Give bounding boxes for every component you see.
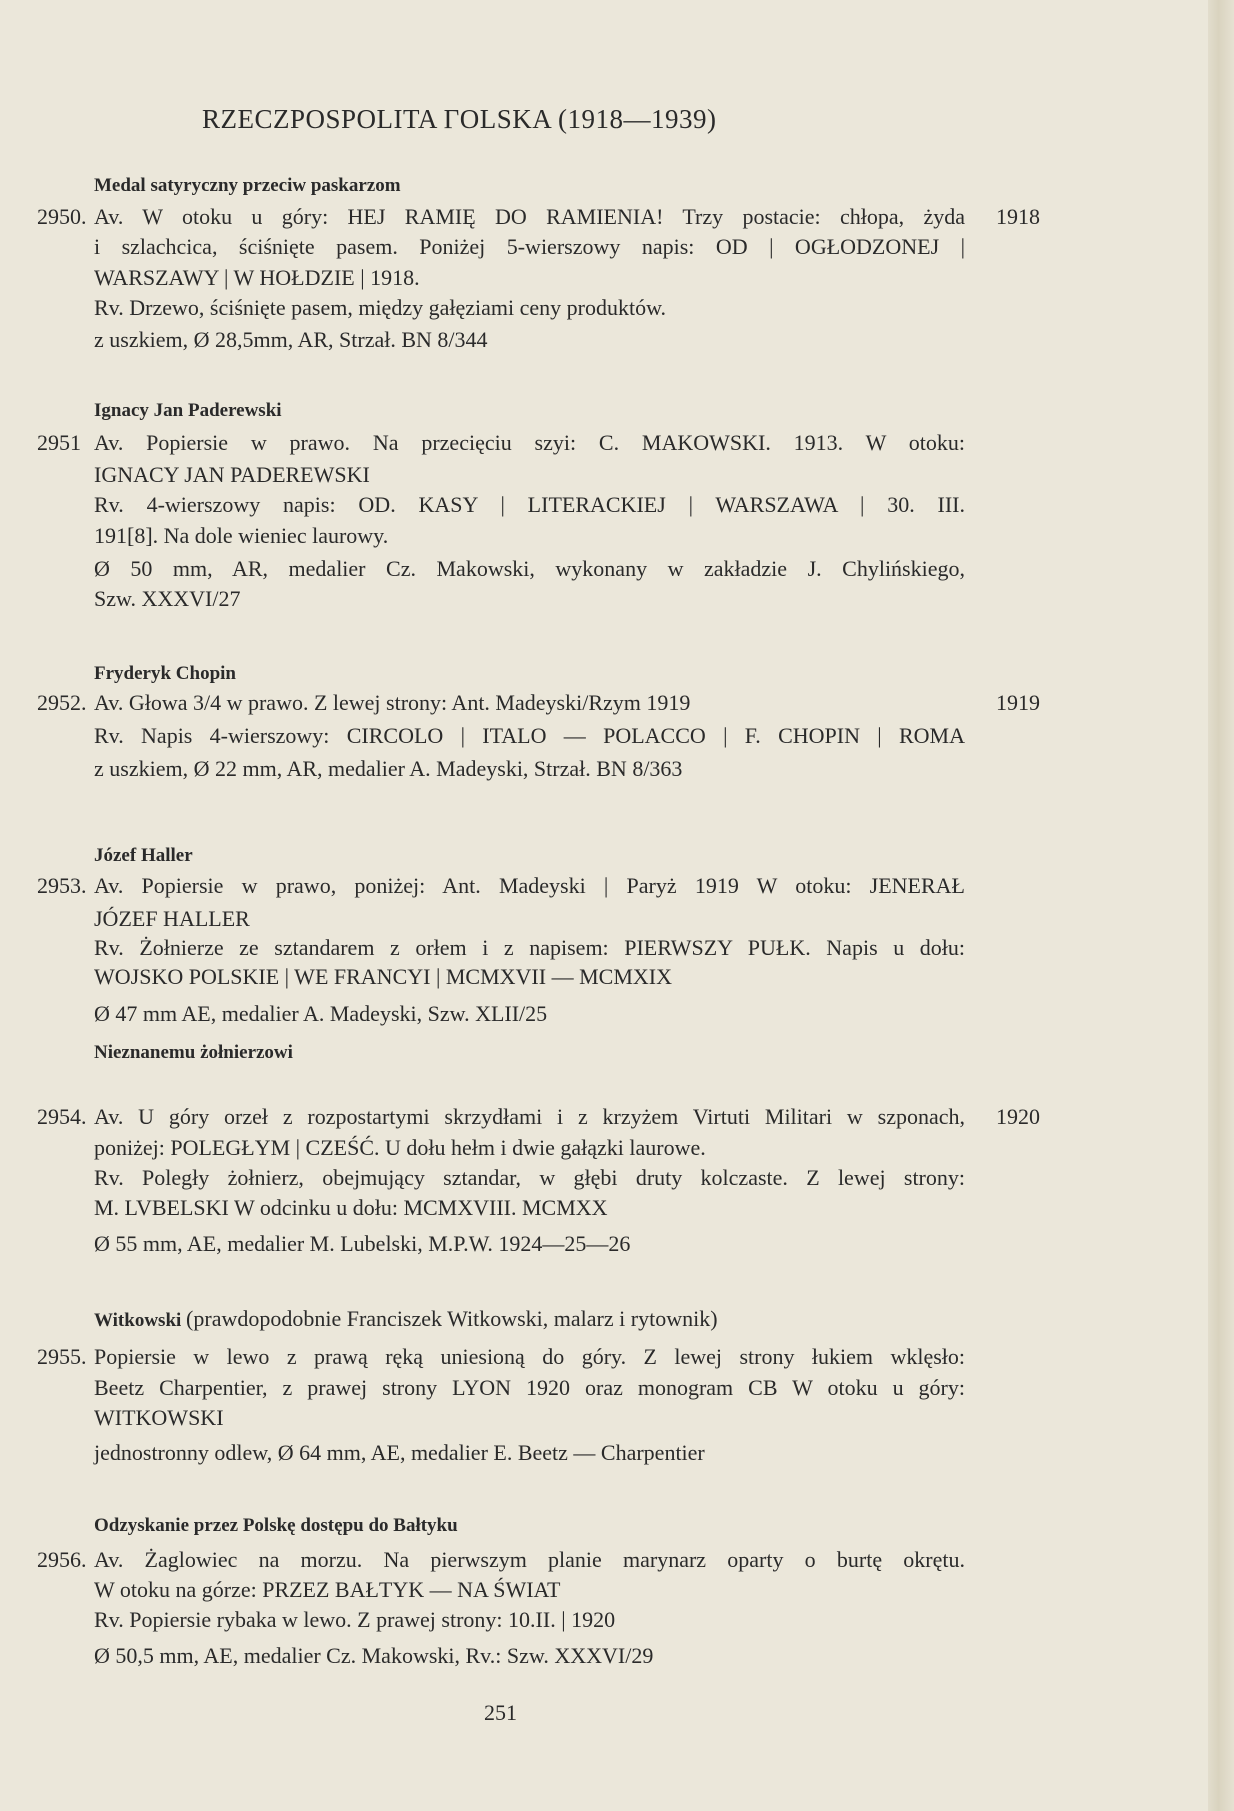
catalog-number: 2954. (37, 1104, 87, 1129)
entry-line: Ø 47 mm AE, medalier A. Madeyski, Szw. XLII/25 (94, 1001, 548, 1026)
catalog-number: 2952. (37, 690, 87, 715)
entry-heading (94, 1307, 718, 1333)
entry-line: z uszkiem, Ø 28,5mm, AR, Strzał. BN 8/344 (94, 327, 488, 352)
entry-heading: Ignacy Jan Paderewski (94, 400, 282, 421)
entry-line: Av. W otoku u góry: HEJ RAMIĘ DO RAMIENIA! Trzy postacie: chłopa, żyda (94, 204, 965, 229)
entry-line: 191[8]. Na dole wieniec laurowy. (94, 523, 389, 548)
heading-name: Witkowski (94, 1310, 182, 1331)
entry-heading: Nieznanemu żołnierzowi (94, 1042, 293, 1063)
catalog-number: 2950. (37, 204, 87, 229)
entry-line: Rv. Poległy żołnierz, obejmujący sztandar, w głębi druty kolczaste. Z lewej strony: (94, 1165, 965, 1190)
entry-line: Ø 50 mm, AR, medalier Cz. Makowski, wykonany w zakładzie J. Chylińskiego, (94, 556, 965, 581)
catalog-number: 2955. (37, 1344, 87, 1369)
entry-line: Av. Popiersie w prawo. Na przecięciu szyi: C. MAKOWSKI. 1913. W otoku: (94, 430, 965, 455)
entry-line: Rv. 4-wierszowy napis: OD. KASY | LITERACKIEJ | WARSZAWA | 30. III. (94, 492, 965, 517)
entry-line: Rv. Drzewo, ściśnięte pasem, między gałęziami ceny produktów. (94, 295, 667, 320)
catalog-number: 2953. (37, 873, 87, 898)
page-number: 251 (484, 1700, 517, 1725)
entry-line: Rv. Popiersie rybaka w lewo. Z prawej strony: 10.II. | 1920 (94, 1607, 616, 1632)
entry-heading: Medal satyryczny przeciw paskarzom (94, 175, 401, 196)
entry-line: Beetz Charpentier, z prawej strony LYON 1920 oraz monogram CB W otoku u góry: (94, 1375, 965, 1400)
year: 1918 (996, 204, 1040, 229)
entry-line: Ø 55 mm, AE, medalier M. Lubelski, M.P.W. 1924—25—26 (94, 1231, 631, 1256)
entry-line: i szlachcica, ściśnięte pasem. Poniżej 5-wierszowy napis: OD | OGŁODZONEJ | (94, 234, 965, 259)
page-edge (1208, 0, 1234, 1811)
year: 1919 (996, 690, 1040, 715)
catalog-number: 2951 (37, 430, 81, 455)
entry-line: jednostronny odlew, Ø 64 mm, AE, medalier E. Beetz — Charpentier (94, 1440, 705, 1465)
entry-line: z uszkiem, Ø 22 mm, AR, medalier A. Madeyski, Strzał. BN 8/363 (94, 756, 683, 781)
entry-line: Ø 50,5 mm, AE, medalier Cz. Makowski, Rv.: Szw. XXXVI/29 (94, 1643, 654, 1668)
entry-line: Popiersie w lewo z prawą ręką uniesioną do góry. Z lewej strony łukiem wklęsło: (94, 1344, 965, 1369)
entry-line: WOJSKO POLSKIE | WE FRANCYI | MCMXVII — MCMXIX (94, 964, 672, 989)
entry-line: W otoku na górze: PRZEZ BAŁTYK — NA ŚWIAT (94, 1577, 561, 1602)
entry-heading: Odzyskanie przez Polskę dostępu do Bałtyku (94, 1515, 458, 1536)
entry-line: Av. U góry orzeł z rozpostartymi skrzydłami i z krzyżem Virtuti Militari w szponach, (94, 1104, 965, 1129)
entry-line: Szw. XXXVI/27 (94, 586, 241, 611)
entry-line: JÓZEF HALLER (94, 906, 250, 931)
entry-line: M. LVBELSKI W odcinku u dołu: MCMXVIII. MCMXX (94, 1195, 608, 1220)
entry-heading: Józef Haller (94, 845, 193, 866)
entry-line: Av. Popiersie w prawo, poniżej: Ant. Madeyski | Paryż 1919 W otoku: JENERAŁ (94, 873, 965, 898)
year: 1920 (996, 1104, 1040, 1129)
entry-line: WITKOWSKI (94, 1405, 224, 1430)
entry-line: IGNACY JAN PADEREWSKI (94, 462, 370, 487)
entry-line: Rv. Żołnierze ze sztandarem z orłem i z napisem: PIERWSZY PUŁK. Napis u dołu: (94, 935, 965, 960)
entry-line: Av. Głowa 3/4 w prawo. Z lewej strony: Ant. Madeyski/Rzym 1919 (94, 690, 691, 715)
entry-line: poniżej: POLEGŁYM | CZEŚĆ. U dołu hełm i dwie gałązki laurowe. (94, 1135, 706, 1160)
heading-note: (prawdopodobnie Franciszek Witkowski, malarz i rytownik) (186, 1306, 718, 1331)
entry-line: WARSZAWY | W HOŁDZIE | 1918. (94, 265, 420, 290)
entry-heading: Fryderyk Chopin (94, 663, 236, 684)
catalog-number: 2956. (37, 1547, 87, 1572)
entry-line: Rv. Napis 4-wierszowy: CIRCOLO | ITALO — POLACCO | F. CHOPIN | ROMA (94, 723, 965, 748)
entry-line: Av. Żaglowiec na morzu. Na pierwszym planie marynarz oparty o burtę okrętu. (94, 1547, 965, 1572)
page-title: RZECZPOSPOLITA ΓOLSKA (1918—1939) (202, 104, 717, 134)
